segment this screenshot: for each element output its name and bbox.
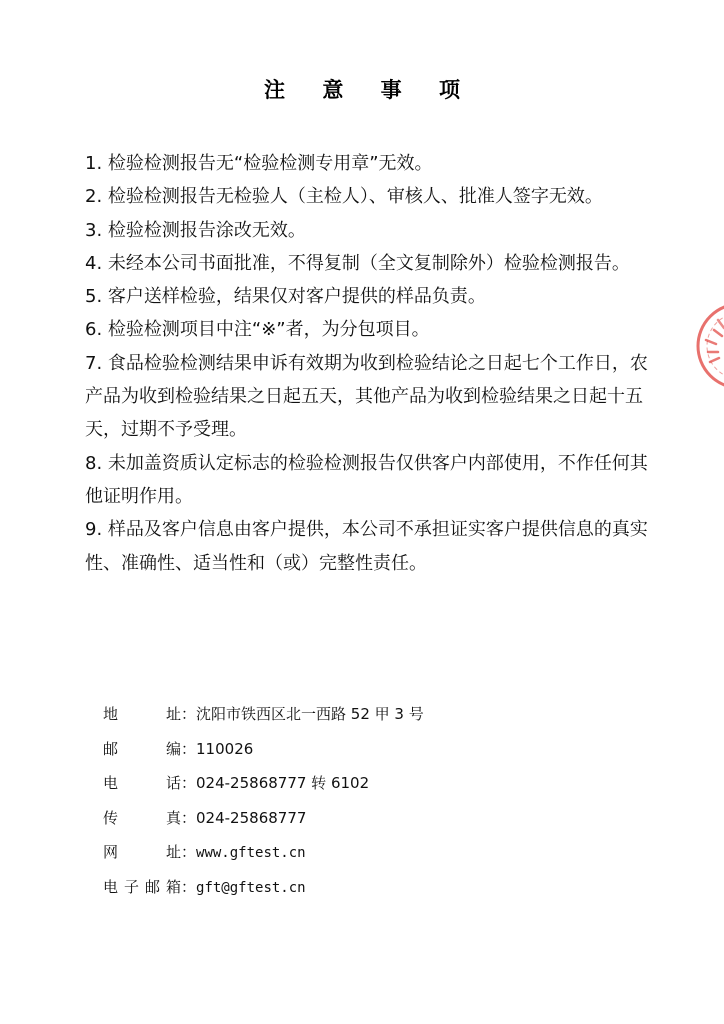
- contact-postcode-label: 邮编: [103, 739, 181, 758]
- contact-fax-value: 024-25868777: [196, 808, 307, 827]
- page-title: 注 意 事 项: [264, 78, 475, 102]
- contact-email-label: 电子邮箱: [103, 877, 181, 896]
- contact-address-value: 沈阳市铁西区北一西路 52 甲 3 号: [196, 705, 424, 723]
- contact-separator: ：: [181, 705, 197, 723]
- seal-stamp-icon: [694, 300, 724, 392]
- contact-phone-row: [103, 766, 643, 801]
- contact-separator: ：: [181, 774, 197, 792]
- contact-separator: ：: [181, 808, 197, 827]
- contact-website-value[interactable]: www.gftest.cn: [196, 845, 306, 861]
- contact-website-label: 网址: [103, 843, 181, 861]
- contact-block: [103, 697, 643, 904]
- contact-email-value[interactable]: gft@gftest.cn: [196, 879, 306, 896]
- contact-website-row: [103, 835, 643, 870]
- notice-item: 6. 检验检测项目中注“※”者，为分包项目。: [85, 319, 430, 341]
- notice-item: 7. 食品检验检测结果申诉有效期为收到检验结论之日起七个工作日，农产品为收到检验结果之日起五天，其他产品为收到检验结果之日起十五天，过期不予受理。: [85, 352, 648, 441]
- contact-fax-label: 传真: [103, 808, 181, 827]
- contact-postcode-value: 110026: [196, 739, 254, 758]
- contact-address-row: [103, 697, 643, 732]
- contact-email-row: [103, 870, 643, 905]
- notice-item: 4. 未经本公司书面批准，不得复制（全文复制除外）检验检测报告。: [85, 252, 630, 274]
- contact-postcode-row: [103, 732, 643, 767]
- contact-separator: ：: [181, 843, 197, 861]
- contact-phone-label: 电话: [103, 774, 181, 792]
- notice-item: 9. 样品及客户信息由客户提供，本公司不承担证实客户提供信息的真实性、准确性、适当性和（或）完整性责任。: [85, 519, 648, 574]
- notice-item: 1. 检验检测报告无“检验检测专用章”无效。: [85, 153, 433, 174]
- contact-separator: ：: [181, 739, 197, 758]
- contact-phone-value: 024-25868777 转 6102: [196, 774, 370, 792]
- notice-list: [85, 147, 665, 580]
- contact-separator: ：: [181, 877, 197, 896]
- notice-item: 3. 检验检测报告涂改无效。: [85, 219, 306, 241]
- contact-address-label: 地址: [103, 705, 181, 723]
- notice-item: 5. 客户送样检验，结果仅对客户提供的样品负责。: [85, 286, 486, 308]
- contact-fax-row: [103, 801, 643, 836]
- notice-item: 2. 检验检测报告无检验人（主检人）、审核人、批准人签字无效。: [85, 186, 603, 208]
- notice-item: 8. 未加盖资质认定标志的检验检测报告仅供客户内部使用，不作任何其他证明作用。: [85, 452, 648, 507]
